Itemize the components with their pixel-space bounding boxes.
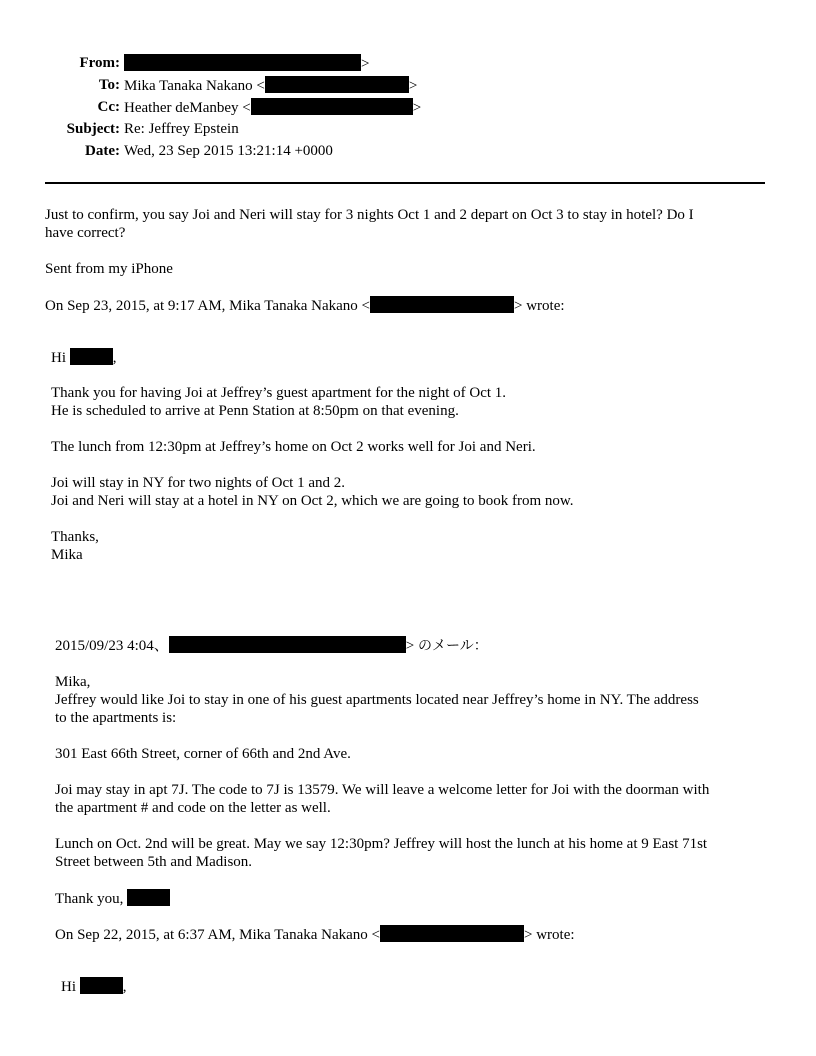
redacted-email — [380, 925, 524, 942]
body-line: Lunch on Oct. 2nd will be great. May we say 12:30pm? Jeffrey will host the lunch at his home at 9 East 71st — [55, 836, 708, 852]
redacted-email — [370, 296, 514, 313]
greeting — [61, 977, 127, 996]
signature-name: Mika — [51, 547, 83, 563]
quote-attribution-jp — [55, 636, 488, 655]
jp-mail-label: のメール： — [417, 638, 488, 654]
to-label: To: — [98, 77, 120, 93]
greeting-word: Hi — [61, 979, 76, 995]
body-line: The lunch from 12:30pm at Jeffrey’s home on Oct 2 works well for Joi and Neri. — [51, 439, 536, 455]
redacted-to — [265, 76, 409, 93]
body-line: Joi and Neri will stay at a hotel in NY on Oct 2, which we are going to book from now. — [51, 493, 574, 509]
quote-attribution-prefix: On Sep 23, 2015, at 9:17 AM, Mika Tanaka Nakano < — [45, 298, 371, 314]
closing-text: Thank you, — [55, 891, 124, 907]
address-line: 301 East 66th Street, corner of 66th and 2nd Ave. — [55, 746, 351, 762]
from-close-bracket: > — [361, 56, 370, 72]
from-label: From: — [79, 55, 120, 71]
body-line: Thank you for having Joi at Jeffrey’s guest apartment for the night of Oct 1. — [51, 385, 507, 401]
closing — [55, 889, 170, 908]
email-header — [0, 52, 816, 172]
cc-label: Cc: — [97, 99, 120, 115]
greeting-word: Hi — [51, 350, 66, 366]
redacted-signature — [127, 889, 170, 906]
cc-close-bracket: > — [412, 100, 422, 116]
greeting-comma: , — [122, 979, 127, 995]
quote-attribution-suffix: > wrote: — [524, 927, 575, 943]
body-line: He is scheduled to arrive at Penn Station at 8:50pm on that evening. — [51, 403, 459, 419]
body-line: Jeffrey would like Joi to stay in one of his guest apartments located near Jeffrey’s home in NY. The address — [55, 692, 699, 708]
signature-line: Sent from my iPhone — [45, 261, 173, 277]
redacted-name — [80, 977, 123, 994]
body-line: Joi will stay in NY for two nights of Oct 1 and 2. — [51, 475, 346, 491]
redacted-name — [70, 348, 113, 365]
date-label: Date: — [85, 143, 120, 159]
quote-attribution — [55, 925, 575, 944]
redacted-cc — [251, 98, 413, 115]
redacted-from — [124, 54, 361, 71]
quote-attribution-prefix: On Sep 22, 2015, at 6:37 AM, Mika Tanaka Nakano < — [55, 927, 381, 943]
quote-close-bracket: > — [405, 638, 415, 654]
closing: Thanks, — [51, 529, 99, 545]
to-value — [124, 76, 417, 95]
to-close-bracket: > — [408, 78, 418, 94]
greeting — [51, 348, 117, 367]
subject-label: Subject: — [66, 121, 120, 137]
from-value — [124, 54, 369, 73]
body-line: Joi may stay in apt 7J. The code to 7J is 13579. We will leave a welcome letter for Joi with the doorman with — [55, 782, 710, 798]
body-line: have correct? — [45, 225, 126, 241]
body-line: the apartment # and code on the letter as well. — [55, 800, 331, 816]
cc-name: Heather deManbey < — [124, 100, 251, 116]
body-line: Street between 5th and Madison. — [55, 854, 253, 870]
redacted-sender — [169, 636, 406, 653]
quote-attribution-suffix: > wrote: — [514, 298, 565, 314]
to-name: Mika Tanaka Nakano < — [124, 78, 265, 94]
date-value: Wed, 23 Sep 2015 13:21:14 +0000 — [124, 143, 333, 159]
subject-value: Re: Jeffrey Epstein — [124, 121, 239, 137]
body-line: Just to confirm, you say Joi and Neri will stay for 3 nights Oct 1 and 2 depart on Oct 3 to stay in hotel? Do I — [45, 207, 694, 223]
quote-attribution — [45, 296, 565, 315]
quote-date: 2015/09/23 4:04、 — [55, 638, 169, 654]
greeting-comma: , — [112, 350, 117, 366]
body-line: to the apartments is: — [55, 710, 177, 726]
header-divider — [45, 182, 765, 184]
cc-value — [124, 98, 421, 117]
salutation: Mika, — [55, 674, 91, 690]
